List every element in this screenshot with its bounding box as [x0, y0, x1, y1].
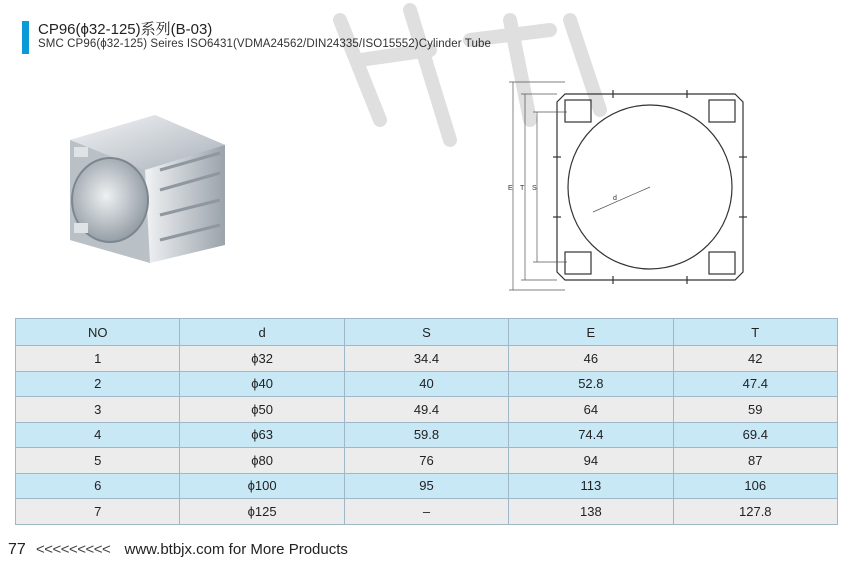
- page-number: 77: [8, 541, 26, 558]
- table-cell: 3: [16, 397, 180, 423]
- table-cell: 59: [673, 397, 837, 423]
- table-cell: ϕ32: [180, 346, 344, 372]
- table-cell: 47.4: [673, 371, 837, 397]
- spec-table: [15, 318, 838, 525]
- table-row: [16, 346, 838, 372]
- table-cell: 95: [344, 473, 508, 499]
- page-subtitle: SMC CP96(ϕ32-125) Seires ISO6431(VDMA24562/DIN24335/ISO15552)Cylinder Tube: [38, 38, 491, 50]
- table-cell: ϕ125: [180, 499, 344, 525]
- table-cell: 5: [16, 448, 180, 474]
- table-cell: 74.4: [509, 422, 673, 448]
- table-cell: 138: [509, 499, 673, 525]
- col-header: d: [180, 319, 344, 346]
- cross-section-diagram: [495, 72, 760, 302]
- cylinder-tube-photo: [60, 95, 235, 265]
- label-d: d: [613, 195, 617, 202]
- table-cell: 64: [509, 397, 673, 423]
- table-cell: ϕ50: [180, 397, 344, 423]
- table-row: [16, 371, 838, 397]
- table-row: [16, 499, 838, 525]
- table-cell: 87: [673, 448, 837, 474]
- table-cell: 34.4: [344, 346, 508, 372]
- col-header: E: [509, 319, 673, 346]
- table-cell: 6: [16, 473, 180, 499]
- table-cell: 42: [673, 346, 837, 372]
- table-cell: 7: [16, 499, 180, 525]
- table-cell: 69.4: [673, 422, 837, 448]
- table-cell: 52.8: [509, 371, 673, 397]
- page-title: CP96(ϕ32-125)系列(B-03): [38, 21, 213, 38]
- table-cell: ϕ63: [180, 422, 344, 448]
- table-cell: ϕ100: [180, 473, 344, 499]
- table-cell: 106: [673, 473, 837, 499]
- table-cell: 49.4: [344, 397, 508, 423]
- table-row: [16, 397, 838, 423]
- table-row: [16, 422, 838, 448]
- table-row: [16, 473, 838, 499]
- table-cell: 127.8: [673, 499, 837, 525]
- table-cell: ϕ80: [180, 448, 344, 474]
- table-cell: 2: [16, 371, 180, 397]
- label-t: T: [520, 185, 525, 192]
- footer-link-text[interactable]: www.btbjx.com for More Products: [124, 541, 348, 558]
- arrows-decoration: <<<<<<<<<: [35, 541, 111, 558]
- accent-bar: [22, 21, 29, 54]
- table-cell: 40: [344, 371, 508, 397]
- table-cell: ϕ40: [180, 371, 344, 397]
- label-e: E: [508, 185, 513, 192]
- table-row: [16, 448, 838, 474]
- col-header: NO: [16, 319, 180, 346]
- table-cell: 46: [509, 346, 673, 372]
- table-cell: 4: [16, 422, 180, 448]
- table-cell: 1: [16, 346, 180, 372]
- col-header: S: [344, 319, 508, 346]
- footer: [8, 541, 348, 559]
- table-cell: 76: [344, 448, 508, 474]
- table-cell: 113: [509, 473, 673, 499]
- col-header: T: [673, 319, 837, 346]
- label-s: S: [532, 185, 537, 192]
- table-cell: –: [344, 499, 508, 525]
- table-cell: 94: [509, 448, 673, 474]
- table-header-row: [16, 319, 838, 346]
- table-cell: 59.8: [344, 422, 508, 448]
